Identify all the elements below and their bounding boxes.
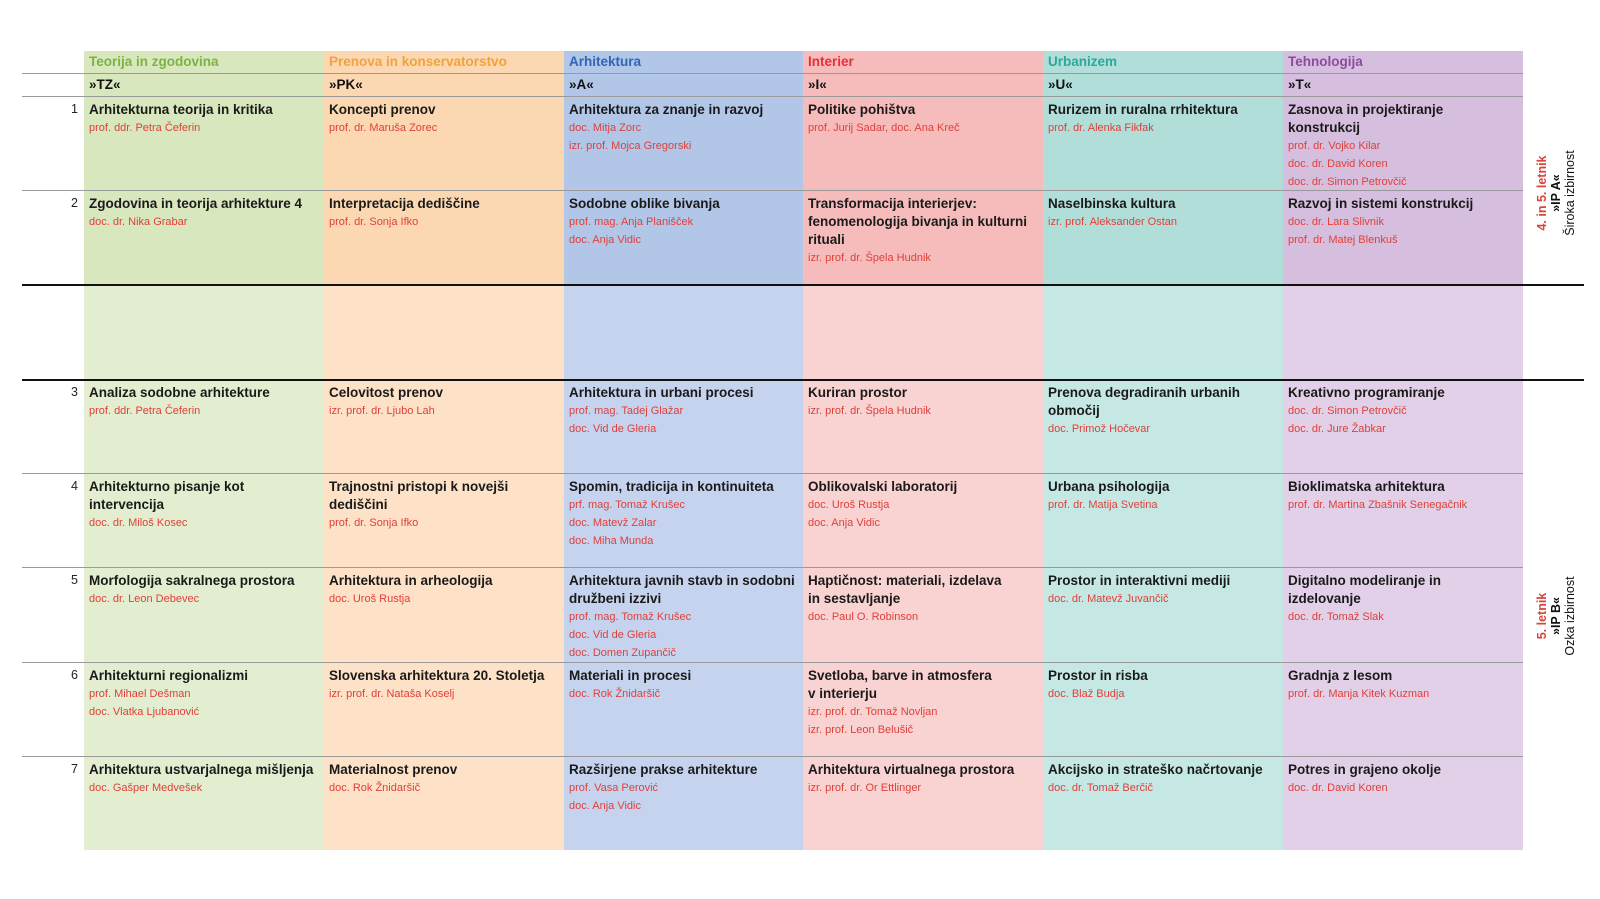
column-code: »TZ«: [89, 77, 121, 92]
course-cell[interactable]: [1048, 384, 1274, 438]
row-number: 3: [71, 385, 78, 399]
course-lecturer: doc. dr. Nika Grabar: [89, 216, 188, 228]
course-title: Arhitektura ustvarjalnega mišljenja: [89, 762, 314, 777]
column-header: Arhitektura: [569, 54, 642, 69]
column-bg-top: [1043, 51, 1283, 284]
course-title: Bioklimatska arhitektura: [1288, 479, 1445, 494]
course-title: fenomenologija bivanja in kulturni: [808, 214, 1028, 229]
course-title: Analiza sodobne arhitekture: [89, 385, 270, 400]
course-cell[interactable]: [1048, 667, 1274, 703]
row-divider: [22, 567, 1523, 568]
course-cell[interactable]: [1288, 761, 1514, 797]
course-lecturer: prof. mag. Tomaž Krušec: [569, 611, 692, 623]
course-title: Materialnost prenov: [329, 762, 458, 777]
course-title: Potres in grajeno okolje: [1288, 762, 1442, 777]
course-lecturer: doc. dr. Leon Debevec: [89, 593, 200, 605]
course-lecturer: prof. dr. Vojko Kilar: [1288, 140, 1381, 152]
course-cell[interactable]: [1288, 384, 1514, 438]
course-lecturer: doc. dr. David Koren: [1288, 158, 1388, 170]
course-title: Zgodovina in teorija arhitekture 4: [89, 196, 303, 211]
course-lecturer: prof. dr. Martina Zbašnik Senegačnik: [1288, 499, 1468, 511]
course-title: dediščini: [329, 497, 388, 512]
course-lecturer: doc. dr. Simon Petrovčič: [1288, 405, 1407, 417]
course-title: v interierju: [808, 686, 878, 701]
course-title: Slovenska arhitektura 20. Stoletja: [329, 668, 545, 683]
course-lecturer: doc. Vid de Gleria: [569, 423, 657, 435]
course-cell[interactable]: [569, 195, 795, 249]
course-cell[interactable]: [329, 572, 555, 608]
course-cell[interactable]: [329, 761, 555, 797]
course-cell[interactable]: [89, 761, 315, 797]
course-lecturer: prof. Vasa Perović: [569, 782, 659, 794]
course-lecturer: izr. prof. dr. Tomaž Novljan: [808, 706, 938, 718]
course-title: Arhitekturna teorija in kritika: [89, 102, 273, 117]
course-cell[interactable]: [89, 384, 315, 420]
course-lecturer: doc. Uroš Rustja: [329, 593, 411, 605]
course-cell[interactable]: [89, 667, 315, 721]
course-title: Gradnja z lesom: [1288, 668, 1393, 683]
course-cell[interactable]: [569, 384, 795, 438]
course-title: Kuriran prostor: [808, 385, 908, 400]
side-label-ipa: [1535, 83, 1581, 303]
course-cell[interactable]: [569, 761, 795, 815]
course-cell[interactable]: [808, 478, 1034, 532]
course-title: Naselbinska kultura: [1048, 196, 1176, 211]
course-lecturer: prof. dr. Manja Kitek Kuzman: [1288, 688, 1430, 700]
course-title: Arhitektura virtualnega prostora: [808, 762, 1015, 777]
course-cell[interactable]: [329, 384, 555, 420]
course-lecturer: doc. Anja Vidic: [808, 517, 880, 529]
course-title: Prenova degradiranih urbanih: [1048, 385, 1241, 400]
course-title: Trajnostni pristopi k novejši: [329, 479, 509, 494]
course-lecturer: prof. ddr. Petra Čeferin: [89, 405, 201, 417]
course-cell[interactable]: [329, 195, 555, 231]
course-lecturer: doc. Domen Zupančič: [569, 647, 676, 659]
course-lecturer: prof. dr. Alenka Fikfak: [1048, 122, 1154, 134]
course-title: Razširjene prakse arhitekture: [569, 762, 758, 777]
column-header: Urbanizem: [1048, 54, 1118, 69]
column-code: »I«: [808, 77, 827, 92]
course-cell[interactable]: [808, 195, 1034, 267]
course-lecturer: doc. Blaž Budja: [1048, 688, 1125, 700]
course-lecturer: doc. dr. Lara Slivnik: [1288, 216, 1384, 228]
course-cell[interactable]: [329, 101, 555, 137]
course-cell[interactable]: [1288, 667, 1514, 703]
column-header: Teorija in zgodovina: [89, 54, 219, 69]
course-cell[interactable]: [1048, 761, 1274, 797]
course-title: Prostor in risba: [1048, 668, 1148, 683]
column-code: »T«: [1288, 77, 1312, 92]
course-lecturer: doc. Miha Munda: [569, 535, 654, 547]
course-lecturer: prof. mag. Anja Planišček: [569, 216, 694, 228]
course-lecturer: doc. Uroš Rustja: [808, 499, 890, 511]
row-divider: [22, 662, 1523, 663]
course-cell[interactable]: [808, 761, 1034, 797]
column-header: Interier: [808, 54, 854, 69]
section-divider: [22, 284, 1584, 286]
row-number: 1: [71, 102, 78, 116]
course-lecturer: izr. prof. dr. Nataša Koselj: [329, 688, 455, 700]
course-lecturer: prof. dr. Matija Svetina: [1048, 499, 1158, 511]
course-title: Arhitekturno pisanje kot: [89, 479, 245, 494]
course-cell[interactable]: [1288, 195, 1514, 249]
course-title: Morfologija sakralnega prostora: [89, 573, 295, 588]
course-lecturer: doc. dr. David Koren: [1288, 782, 1388, 794]
course-lecturer: doc. Vlatka Ljubanović: [89, 706, 200, 718]
course-title: Kreativno programiranje: [1288, 385, 1445, 400]
course-lecturer: izr. prof. Mojca Gregorski: [569, 140, 692, 152]
course-cell[interactable]: [1048, 101, 1274, 137]
course-cell[interactable]: [1048, 572, 1274, 608]
course-cell[interactable]: [569, 572, 795, 662]
course-lecturer: prof. Mihael Dešman: [89, 688, 191, 700]
course-cell[interactable]: [808, 572, 1034, 626]
row-number: 5: [71, 573, 78, 587]
course-cell[interactable]: [569, 101, 795, 155]
course-title: Politike pohištva: [808, 102, 916, 117]
course-title: in sestavljanje: [808, 591, 901, 606]
course-cell[interactable]: [808, 667, 1034, 739]
course-lecturer: prof. dr. Maruša Zorec: [329, 122, 438, 134]
course-title: Arhitektura javnih stavb in sodobni: [569, 573, 795, 588]
course-cell[interactable]: [1288, 478, 1514, 514]
course-cell[interactable]: [329, 667, 555, 703]
course-title: Sodobne oblike bivanja: [569, 196, 720, 211]
course-title: Prostor in interaktivni mediji: [1048, 573, 1231, 588]
course-title: Arhitektura in arheologija: [329, 573, 493, 588]
course-lecturer: doc. dr. Jure Žabkar: [1288, 423, 1386, 435]
course-cell[interactable]: [329, 478, 555, 532]
course-lecturer: doc. Rok Žnidaršič: [329, 782, 421, 794]
row-divider: [22, 73, 1523, 74]
course-lecturer: doc. dr. Miloš Kosec: [89, 517, 188, 529]
course-title: Spomin, tradicija in kontinuiteta: [569, 479, 774, 494]
course-lecturer: doc. dr. Simon Petrovčič: [1288, 176, 1407, 188]
course-lecturer: doc. Anja Vidic: [569, 234, 641, 246]
course-title: družbeni izzivi: [569, 591, 662, 606]
course-lecturer: prof. dr. Sonja Ifko: [329, 517, 419, 529]
course-cell[interactable]: [89, 478, 315, 532]
course-title: Interpretacija dediščine: [329, 196, 480, 211]
course-title: Koncepti prenov: [329, 102, 436, 117]
course-title: Digitalno modeliranje in izdelovanje: [1288, 573, 1442, 606]
course-title: Akcijsko in strateško načrtovanje: [1048, 762, 1263, 777]
course-title: območij: [1048, 403, 1100, 418]
course-title: Svetloba, barve in atmosfera: [808, 668, 992, 683]
course-cell[interactable]: [569, 478, 795, 550]
course-title: Transformacija interierjev:: [808, 196, 977, 211]
row-number: 7: [71, 762, 78, 776]
side-label-ipb: [1535, 506, 1581, 726]
course-title: Materiali in procesi: [569, 668, 692, 683]
column-code: »A«: [569, 77, 594, 92]
column-header: Tehnologija: [1288, 54, 1363, 69]
course-cell[interactable]: [569, 667, 795, 703]
course-title: Arhitektura za znanje in razvoj: [569, 102, 764, 117]
course-lecturer: doc. Matevž Zalar: [569, 517, 657, 529]
course-lecturer: prof. mag. Tadej Glažar: [569, 405, 684, 417]
course-title: Oblikovalski laboratorij: [808, 479, 958, 494]
row-number: 2: [71, 196, 78, 210]
program-label: »IP B«: [1549, 597, 1563, 635]
course-lecturer: prof. dr. Matej Blenkuš: [1288, 234, 1398, 246]
column-code: »PK«: [329, 77, 363, 92]
course-lecturer: doc. Paul O. Robinson: [808, 611, 919, 623]
course-lecturer: izr. prof. Aleksander Ostan: [1048, 216, 1178, 228]
course-cell[interactable]: [1288, 572, 1514, 626]
course-cell[interactable]: [1288, 101, 1514, 191]
course-cell[interactable]: [808, 101, 1034, 137]
year-label: 5. letnik: [1535, 592, 1549, 640]
row-divider: [22, 473, 1523, 474]
course-cell[interactable]: [89, 195, 315, 231]
course-title: Urbana psihologija: [1048, 479, 1170, 494]
course-lecturer: doc. Rok Žnidaršič: [569, 688, 661, 700]
course-lecturer: doc. dr. Tomaž Berčič: [1048, 782, 1153, 794]
course-title: intervencija: [89, 497, 165, 512]
course-lecturer: izr. prof. dr. Ljubo Lah: [329, 405, 435, 417]
course-lecturer: prf. mag. Tomaž Krušec: [569, 499, 685, 511]
row-number: 6: [71, 668, 78, 682]
section-divider: [22, 379, 1584, 381]
course-title: Razvoj in sistemi konstrukcij: [1288, 196, 1474, 211]
course-lecturer: doc. dr. Tomaž Slak: [1288, 611, 1384, 623]
column-code: »U«: [1048, 77, 1073, 92]
course-lecturer: doc. Vid de Gleria: [569, 629, 657, 641]
course-title: Arhitekturni regionalizmi: [89, 668, 249, 683]
column-header: Prenova in konservatorstvo: [329, 54, 507, 69]
course-title: Haptičnost: materiali, izdelava: [808, 573, 1002, 588]
year-label: 4. in 5. letnik: [1535, 155, 1549, 231]
course-lecturer: doc. Mitja Zorc: [569, 122, 642, 134]
row-number: 4: [71, 479, 78, 493]
course-lecturer: doc. Primož Hočevar: [1048, 423, 1151, 435]
course-lecturer: izr. prof. dr. Špela Hudnik: [808, 405, 931, 417]
course-title: Zasnova in projektiranje konstrukcij: [1288, 102, 1444, 135]
course-lecturer: prof. dr. Sonja Ifko: [329, 216, 419, 228]
program-label: »IP A«: [1549, 174, 1563, 212]
course-title: Rurizem in ruralna rrhitektura: [1048, 102, 1238, 117]
course-lecturer: prof. Jurij Sadar, doc. Ana Kreč: [808, 122, 960, 134]
course-cell[interactable]: [89, 572, 315, 608]
row-divider: [22, 96, 1523, 97]
course-lecturer: doc. Anja Vidic: [569, 800, 641, 812]
course-cell[interactable]: [1048, 195, 1274, 231]
selection-label: Široka izbirnost: [1563, 150, 1577, 236]
course-lecturer: izr. prof. dr. Špela Hudnik: [808, 252, 931, 264]
course-title: Arhitektura in urbani procesi: [569, 385, 754, 400]
course-lecturer: prof. ddr. Petra Čeferin: [89, 122, 201, 134]
course-lecturer: doc. Gašper Medvešek: [89, 782, 203, 794]
course-lecturer: izr. prof. Leon Belušič: [808, 724, 914, 736]
course-lecturer: doc. dr. Matevž Juvančič: [1048, 593, 1169, 605]
course-cell[interactable]: [89, 101, 315, 137]
course-cell[interactable]: [808, 384, 1034, 420]
course-cell[interactable]: [1048, 478, 1274, 514]
course-lecturer: izr. prof. dr. Or Ettlinger: [808, 782, 922, 794]
course-title: Celovitost prenov: [329, 385, 444, 400]
course-title: rituali: [808, 232, 845, 247]
column-bg-top: [564, 51, 804, 284]
row-divider: [22, 756, 1523, 757]
selection-label: Ozka izbirnost: [1563, 576, 1577, 656]
